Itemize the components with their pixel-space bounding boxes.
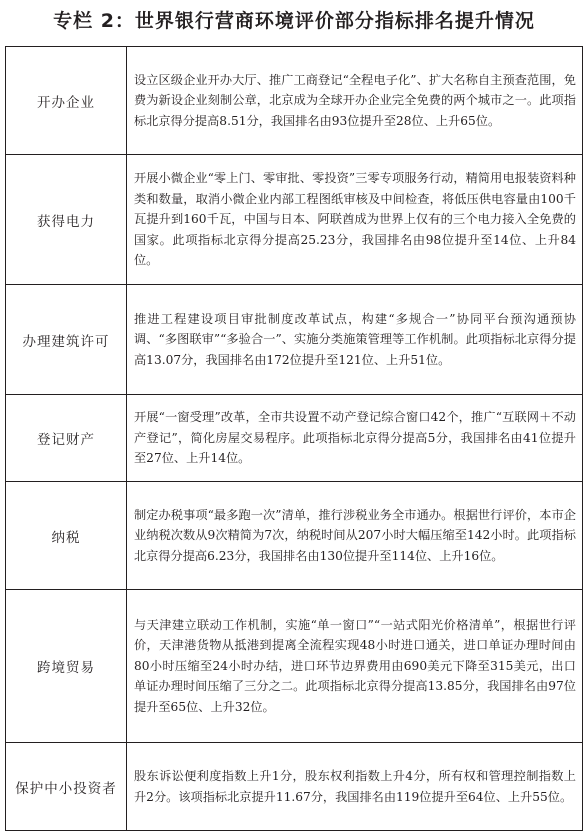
box-title: 专栏 2：世界银行营商环境评价部分指标排名提升情况	[53, 10, 535, 32]
indicator-description: 推进工程建设项目审批制度改革试点，构建“多规合一”协同平台预沟通预协调、“多图联审”“多验合一”、实施分类施策管理等工作机制。此项指标北京得分提高13.07分，我国排名由172位提升至121位、上升51位。	[127, 285, 583, 395]
indicator-name: 开办企业	[6, 47, 127, 155]
indicator-name: 跨境贸易	[6, 590, 127, 743]
table-row	[6, 395, 583, 482]
indicator-table	[5, 46, 583, 831]
table-row	[6, 285, 583, 395]
table-row	[6, 482, 583, 590]
indicator-name: 办理建筑许可	[6, 285, 127, 395]
indicator-description: 设立区级企业开办大厅、推广工商登记“全程电子化”、扩大名称自主预查范围，免费为新设企业刻制公章，北京成为全球开办企业完全免费的两个城市之一。此项指标北京得分提高8.51分，我国排名由93位提升至28位、上升65位。	[127, 47, 583, 155]
indicator-name: 登记财产	[6, 395, 127, 482]
indicator-description: 与天津建立联动工作机制，实施“单一窗口”“一站式阳光价格清单”，根据世行评价，天津港货物从抵港到提离全流程实现48小时进口通关，进口单证办理时间由80小时压缩至24小时办结，进口环节边界费用由690美元下降至315美元，出口单证办理时间压缩了三分之二。此项指标北京得分提高13.85分，我国排名由97位提升至65位、上升32位。	[127, 590, 583, 743]
indicator-name: 获得电力	[6, 155, 127, 285]
indicator-description: 开展“一窗受理”改革，全市共设置不动产登记综合窗口42个，推广“互联网＋不动产登记”，简化房屋交易程序。此项指标北京得分提高5分，我国排名由41位提升至27位、上升14位。	[127, 395, 583, 482]
indicator-name: 保护中小投资者	[6, 743, 127, 831]
table-row	[6, 743, 583, 831]
table-row	[6, 47, 583, 155]
indicator-description: 开展小微企业“零上门、零审批、零投资”三零专项服务行动，精简用电报装资料种类和数量，取消小微企业内部工程图纸审核及中间检查，将低压供电容量由100千瓦提升到160千瓦，中国与日本、阿联酋成为世界上仅有的三个电力接入全免费的国家。此项指标北京得分提高25.23分，我国排名由98位提升至14位、上升84位。	[127, 155, 583, 285]
table-row	[6, 590, 583, 743]
indicator-description: 股东诉讼便利度指数上升1分，股东权利指数上升4分，所有权和管理控制指数上升2分。该项指标北京提升11.67分，我国排名由119位提升至64位、上升55位。	[127, 743, 583, 831]
table-row	[6, 155, 583, 285]
indicator-description: 制定办税事项“最多跑一次”清单，推行涉税业务全市通办。根据世行评价，本市企业纳税次数从9次精简为7次，纳税时间从207小时大幅压缩至142小时。此项指标北京得分提高6.23分，我国排名由130位提升至114位、上升16位。	[127, 482, 583, 590]
indicator-name: 纳税	[6, 482, 127, 590]
